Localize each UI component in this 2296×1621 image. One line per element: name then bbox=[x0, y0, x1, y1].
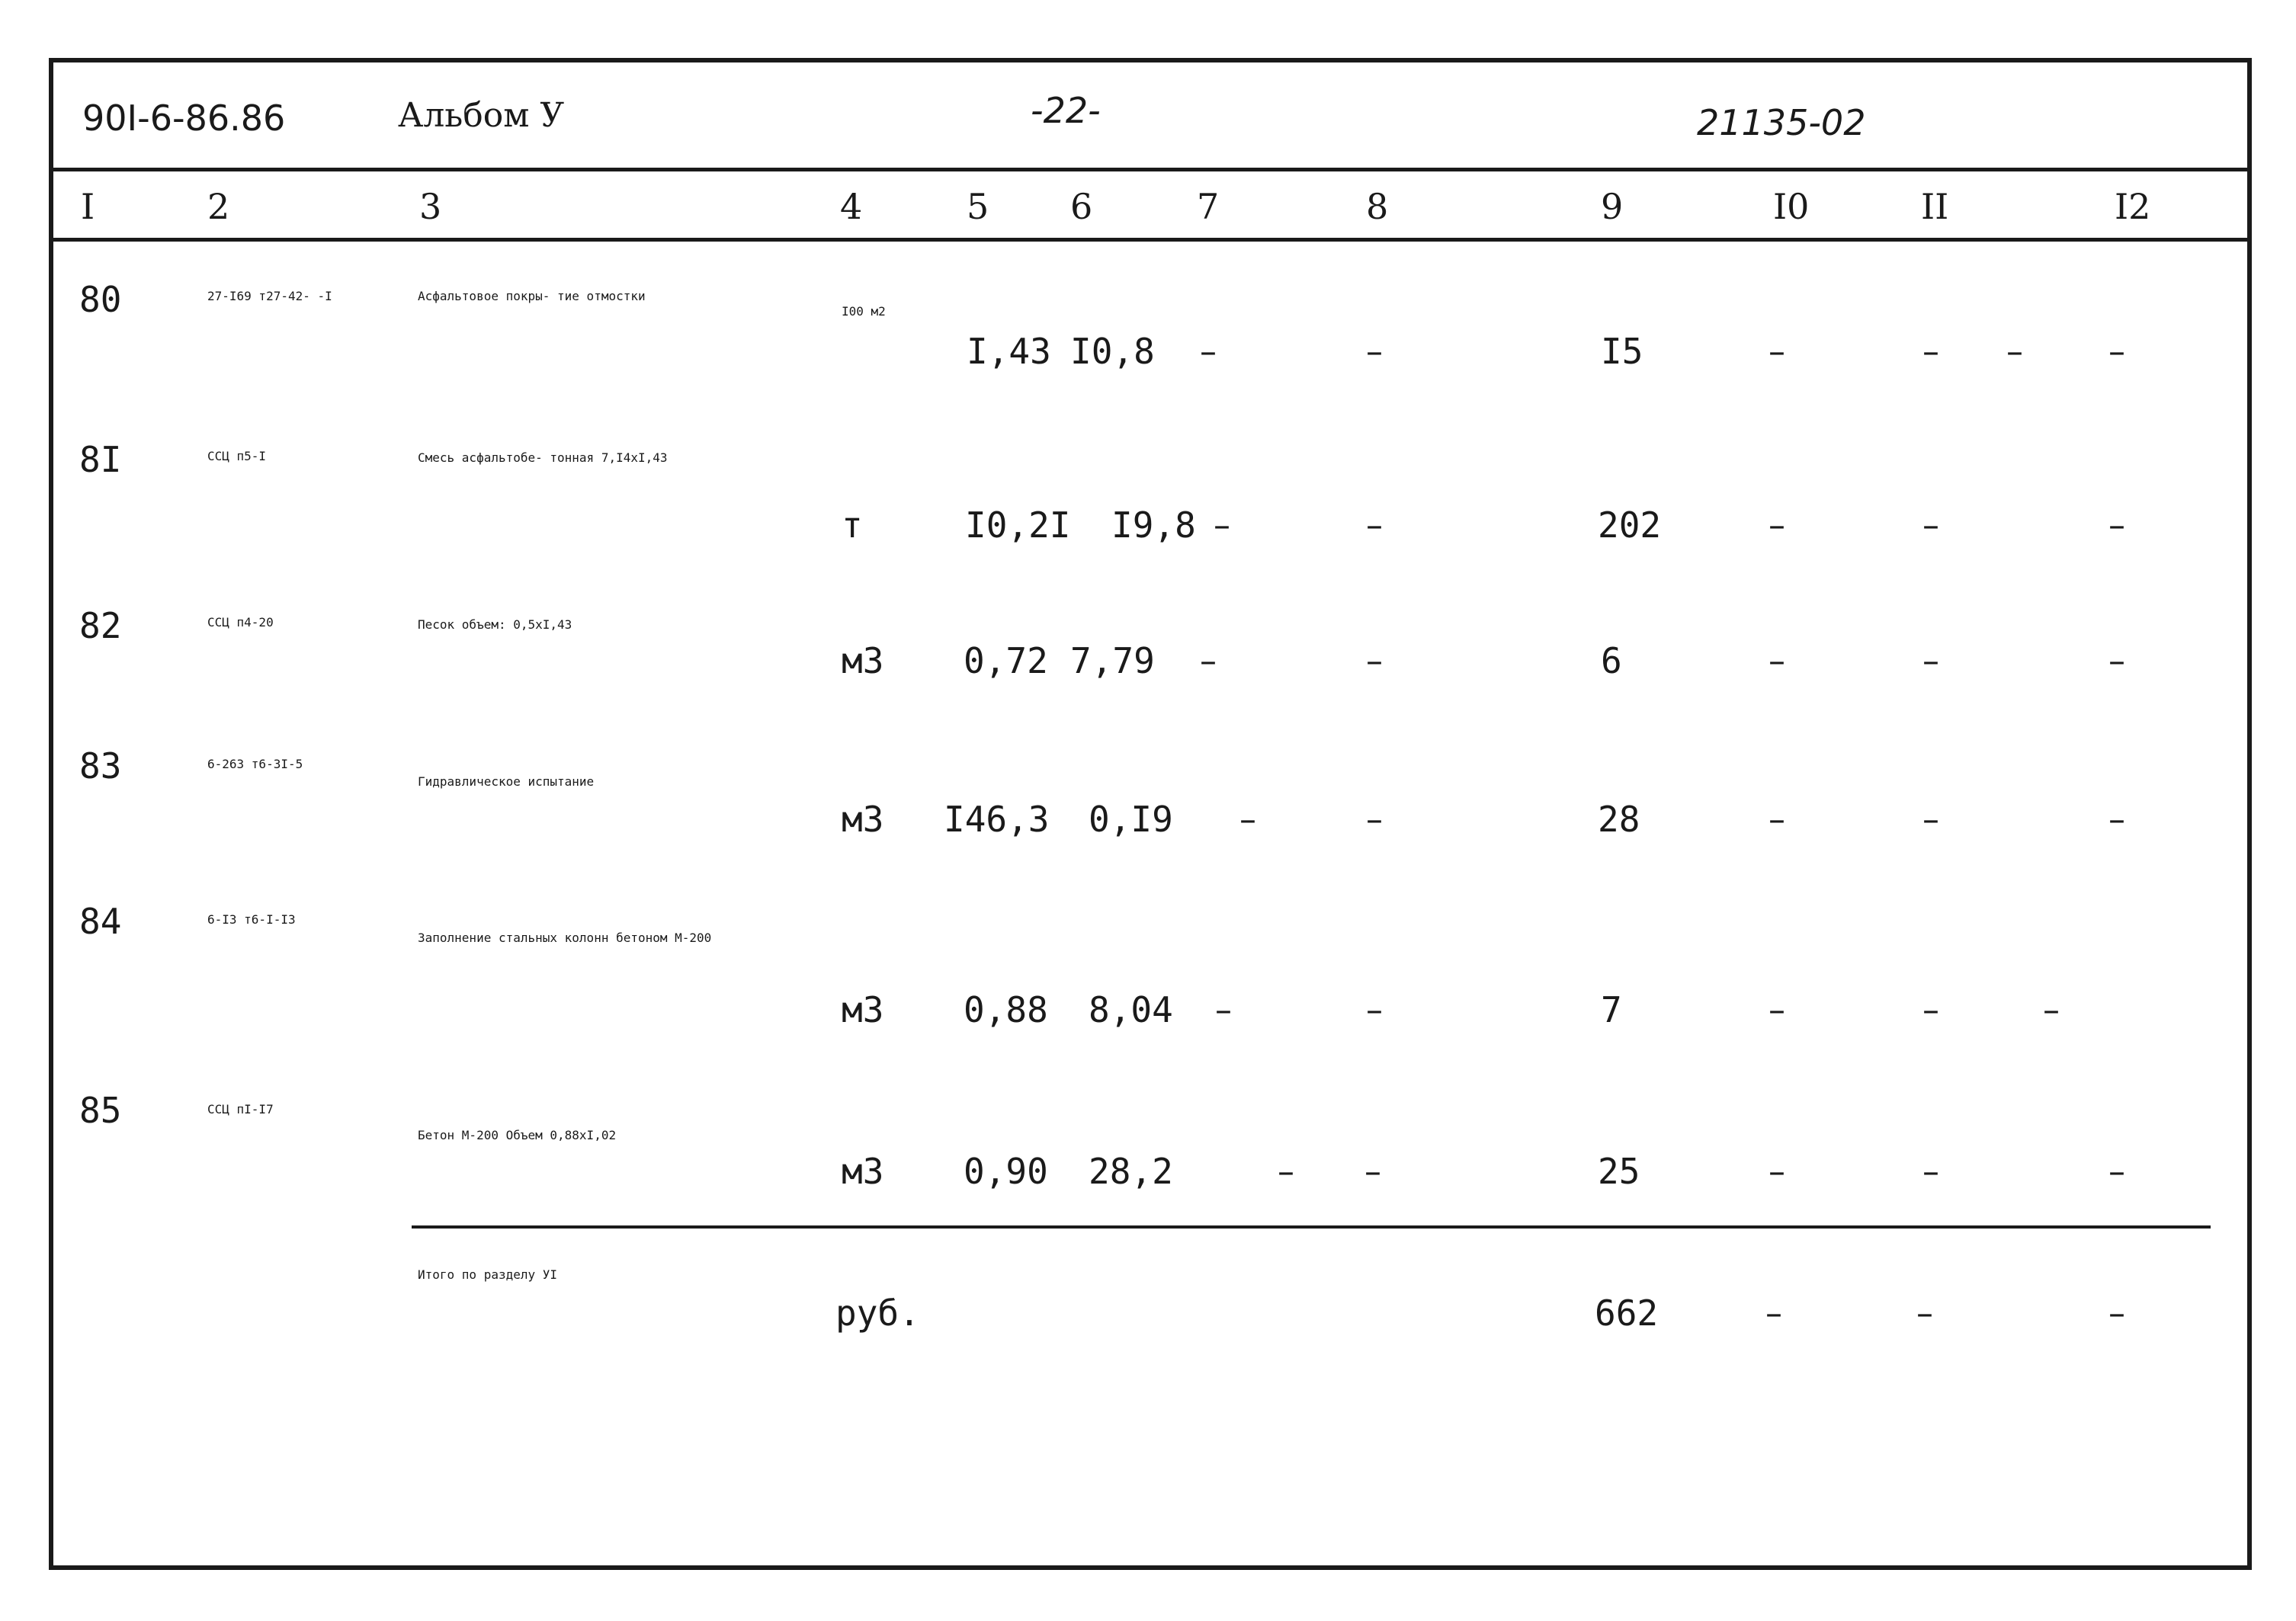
row-col10: – bbox=[1768, 642, 1785, 681]
row-col9: 6 bbox=[1601, 640, 1622, 681]
row-col11: – bbox=[1922, 800, 1939, 839]
col-9: 9 bbox=[1601, 186, 1624, 227]
row-code: ССЦ пI-I7 bbox=[207, 1102, 274, 1116]
row-col10: – bbox=[1768, 332, 1785, 371]
row-col10: – bbox=[1768, 800, 1785, 839]
columns-rule bbox=[53, 238, 2252, 242]
row-col9: 28 bbox=[1598, 799, 1640, 840]
row-col6: 0,I9 bbox=[1089, 799, 1173, 840]
header-rule bbox=[53, 168, 2252, 171]
row-code: ССЦ п5-I bbox=[207, 449, 267, 463]
row-name: Асфальтовое покры- тие отмостки bbox=[418, 289, 646, 303]
row-number: 85 bbox=[79, 1090, 122, 1131]
row-col10: – bbox=[1768, 506, 1785, 545]
col-12: I2 bbox=[2115, 186, 2151, 227]
row-col8: – bbox=[1366, 332, 1383, 371]
row-col6: 7,79 bbox=[1070, 640, 1155, 681]
col-10: I0 bbox=[1773, 186, 1810, 227]
row-col11: – bbox=[1922, 1152, 1939, 1191]
row-col6: 28,2 bbox=[1089, 1151, 1173, 1192]
row-col11: – bbox=[1922, 642, 1939, 681]
total-unit: руб. bbox=[835, 1293, 920, 1334]
col-5: 5 bbox=[967, 186, 989, 227]
row-col11: – bbox=[1922, 991, 1939, 1030]
row-col5: 0,90 bbox=[964, 1151, 1048, 1192]
col-2: 2 bbox=[207, 186, 230, 227]
row-col5: I,43 bbox=[967, 331, 1051, 372]
row-col9: 25 bbox=[1598, 1151, 1640, 1192]
row-col7: – bbox=[1239, 800, 1256, 839]
row-col6: I0,8 bbox=[1070, 331, 1155, 372]
row-col12: – bbox=[2108, 800, 2125, 839]
row-col7: – bbox=[1214, 506, 1230, 545]
row-col10: – bbox=[1768, 1152, 1785, 1191]
row-col9: 202 bbox=[1598, 505, 1662, 546]
album-label: Альбом У bbox=[398, 96, 565, 135]
row-code: 27-I69 т27-42- -I bbox=[207, 289, 332, 303]
doc-code: 90I-6-86.86 bbox=[82, 98, 286, 139]
row-code: ССЦ п4-20 bbox=[207, 615, 274, 629]
row-number: 83 bbox=[79, 745, 122, 786]
row-name: Гидравлическое испытание bbox=[418, 774, 595, 789]
row-col8: – bbox=[1366, 506, 1383, 545]
row-col9: 7 bbox=[1601, 989, 1622, 1030]
doc-number: 21135-02 bbox=[1697, 102, 1866, 143]
row-col6: 8,04 bbox=[1089, 989, 1173, 1030]
row-col5: 0,72 bbox=[964, 640, 1048, 681]
row-col11: – bbox=[1922, 332, 1939, 371]
row-number: 80 bbox=[79, 279, 122, 320]
row-col11b: – bbox=[2006, 332, 2023, 371]
row-unit: т bbox=[842, 505, 863, 546]
row-col9: I5 bbox=[1601, 331, 1643, 372]
row-col5: I0,2I bbox=[965, 505, 1071, 546]
col-3: 3 bbox=[419, 186, 442, 227]
page-number: -22- bbox=[1031, 90, 1101, 131]
row-col8: – bbox=[1366, 642, 1383, 681]
row-col11b: – bbox=[2043, 991, 2060, 1030]
row-unit: I00 м2 bbox=[842, 304, 886, 319]
col-6: 6 bbox=[1070, 186, 1093, 227]
row-col7: – bbox=[1215, 991, 1232, 1030]
row-col10: – bbox=[1768, 991, 1785, 1030]
row-unit: м3 bbox=[842, 799, 884, 840]
row-col6: I9,8 bbox=[1111, 505, 1196, 546]
row-number: 8I bbox=[79, 439, 122, 480]
total-col11: – bbox=[1916, 1294, 1933, 1333]
row-col5: I46,3 bbox=[944, 799, 1050, 840]
total-rule bbox=[412, 1225, 2211, 1229]
row-code: 6-263 т6-3I-5 bbox=[207, 757, 303, 771]
row-col12: – bbox=[2108, 332, 2125, 371]
row-col11: – bbox=[1922, 506, 1939, 545]
total-sum: 662 bbox=[1595, 1293, 1659, 1334]
row-col7: – bbox=[1200, 332, 1217, 371]
row-col7: – bbox=[1200, 642, 1217, 681]
row-number: 82 bbox=[79, 605, 122, 646]
row-col8: – bbox=[1366, 991, 1383, 1030]
row-col12: – bbox=[2108, 1152, 2125, 1191]
row-name: Смесь асфальтобе- тонная 7,I4xI,43 bbox=[418, 450, 668, 465]
row-number: 84 bbox=[79, 901, 122, 942]
row-col12: – bbox=[2108, 506, 2125, 545]
total-label: Итого по разделу УI bbox=[418, 1267, 558, 1282]
row-unit: м3 bbox=[842, 640, 884, 681]
row-col5: 0,88 bbox=[964, 989, 1048, 1030]
row-name: Песок объем: 0,5xI,43 bbox=[418, 617, 572, 632]
col-8: 8 bbox=[1366, 186, 1389, 227]
col-1: I bbox=[81, 186, 95, 227]
col-4: 4 bbox=[840, 186, 863, 227]
row-col8: – bbox=[1366, 800, 1383, 839]
row-col12: – bbox=[2108, 642, 2125, 681]
row-col7: – bbox=[1278, 1152, 1294, 1191]
row-code: 6-I3 т6-I-I3 bbox=[207, 912, 296, 927]
row-name: Бетон М-200 Объем 0,88xI,02 bbox=[418, 1128, 617, 1142]
col-7: 7 bbox=[1197, 186, 1220, 227]
total-col12: – bbox=[2108, 1294, 2125, 1333]
row-unit: м3 bbox=[842, 989, 884, 1030]
col-11: II bbox=[1921, 186, 1949, 227]
row-name: Заполнение стальных колонн бетоном М-200 bbox=[418, 931, 712, 945]
row-unit: м3 bbox=[842, 1151, 884, 1192]
row-col8: – bbox=[1364, 1152, 1381, 1191]
total-col10: – bbox=[1765, 1294, 1782, 1333]
